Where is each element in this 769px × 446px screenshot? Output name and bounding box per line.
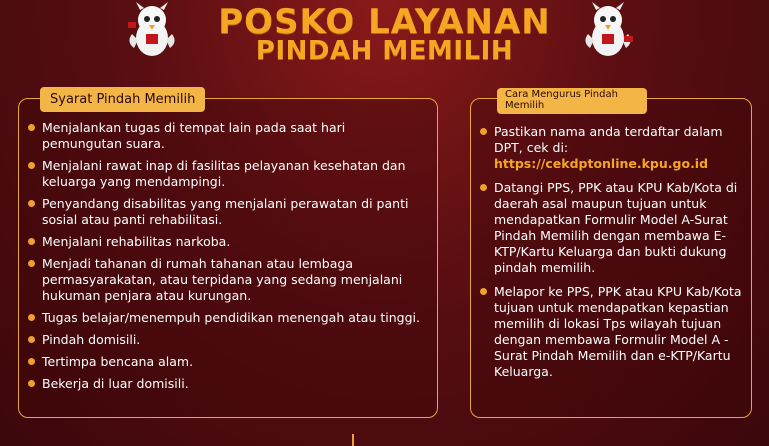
procedure-item — [480, 124, 750, 172]
procedure-item: Melapor ke PPS, PPK atau KPU Kab/Kota tujuan untuk mendapatkan kepastian memilih di lokasi Tps wilayah tujuan dengan membawa Formulir Model A - Surat Pindah Memilih dan e-KTP/Kartu Keluarga. — [480, 284, 750, 380]
procedure-item: Datangi PPS, PPK atau KPU Kab/Kota di daerah asal maupun tujuan untuk mendapatkan Formulir Model A-Surat Pindah Memilih dengan membawa E-KTP/Kartu Keluarga dan bukti dukung pindah memilih. — [480, 180, 750, 276]
procedure-list — [480, 124, 750, 388]
requirements-heading: Syarat Pindah Memilih — [40, 87, 205, 112]
dpt-check-link[interactable]: https://cekdptonline.kpu.go.id — [494, 156, 709, 171]
requirement-item: Menjalani rehabilitas narkoba. — [28, 234, 428, 250]
page-title: POSKO LAYANAN — [218, 2, 551, 42]
requirement-item: Menjalankan tugas di tempat lain pada saat hari pemungutan suara. — [28, 120, 428, 152]
procedure-item-text: Pastikan nama anda terdaftar dalam DPT, cek di: — [494, 124, 723, 155]
requirement-item: Menjalani rawat inap di fasilitas pelayanan kesehatan dan keluarga yang mendampingi. — [28, 158, 428, 190]
requirement-item: Bekerja di luar domisili. — [28, 376, 428, 392]
procedure-heading: Cara Mengurus Pindah Memilih — [497, 88, 647, 114]
page-subtitle: PINDAH MEMILIH — [255, 36, 514, 66]
requirement-item: Penyandang disabilitas yang menjalani perawatan di panti sosial atau panti rehabilitasi. — [28, 196, 428, 228]
requirement-item: Tertimpa bencana alam. — [28, 354, 428, 370]
requirements-list — [28, 120, 428, 398]
requirement-item: Menjadi tahanan di rumah tahanan atau lembaga permasyarakatan, atau terpidana yang sedang menjalani hukuman penjara atau kurungan. — [28, 256, 428, 304]
requirement-item: Pindah domisili. — [28, 332, 428, 348]
requirement-item: Tugas belajar/menempuh pendidikan menengah atau tinggi. — [28, 310, 428, 326]
bottom-divider — [352, 434, 354, 446]
